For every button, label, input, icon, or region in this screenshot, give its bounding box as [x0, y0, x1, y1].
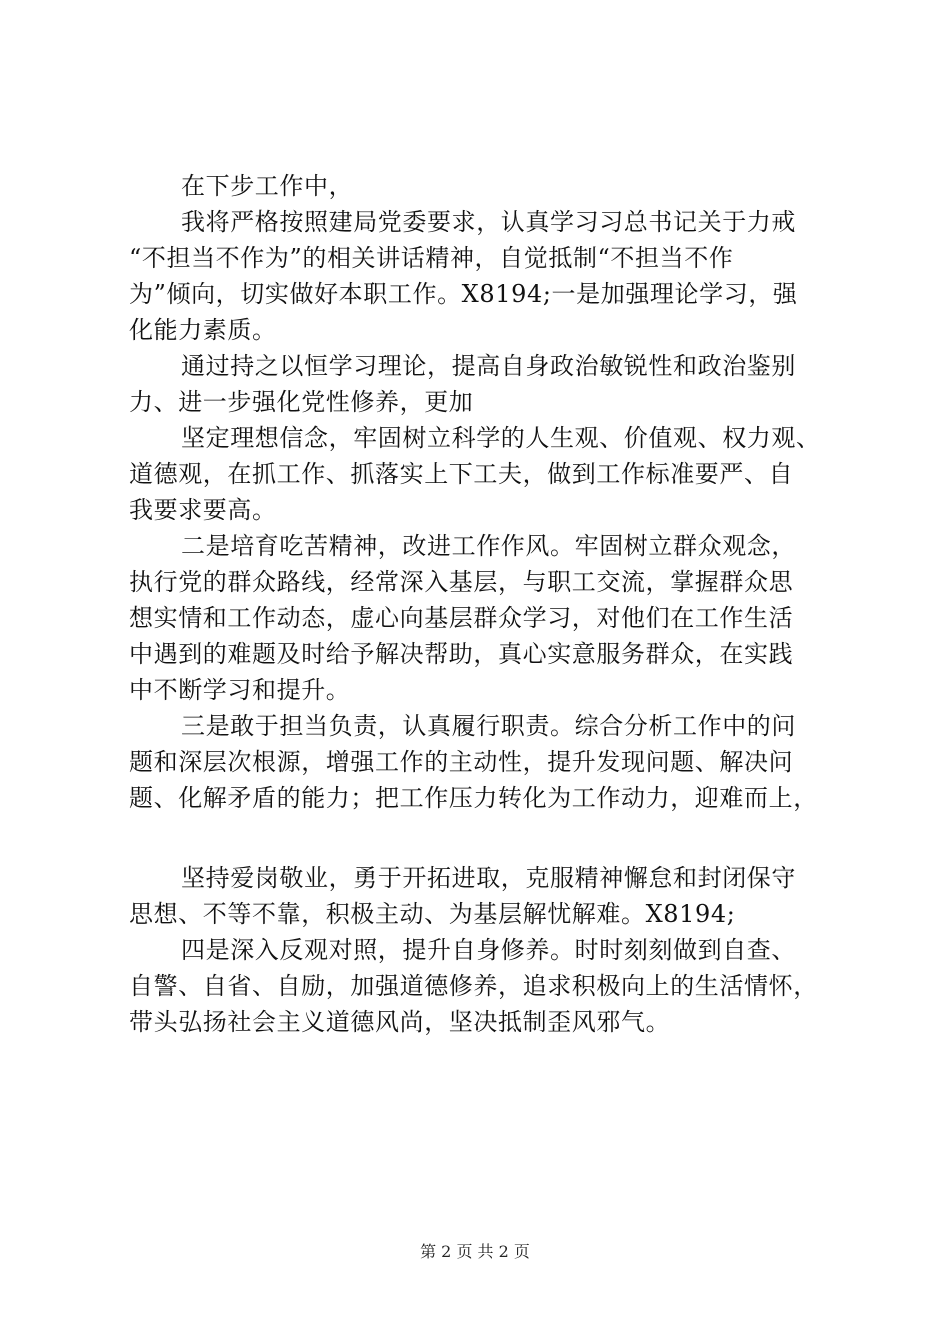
text-line: 想实情和工作动态，虚心向基层群众学习，对他们在工作生活 [129, 604, 794, 632]
text-line: 题、化解矛盾的能力；把工作压力转化为工作动力，迎难而上， [129, 784, 818, 812]
text-line: 化能力素质。 [129, 316, 277, 344]
page-footer [0, 1242, 950, 1262]
text-line: 在下步工作中， [181, 172, 354, 200]
text-line: 自警、自省、自励，加强道德修养，追求积极向上的生活情怀， [129, 972, 818, 1000]
text-line: 坚定理想信念，牢固树立科学的人生观、价值观、权力观、 [181, 424, 821, 452]
text-line: 通过持之以恒学习理论，提高自身政治敏锐性和政治鉴别 [181, 352, 796, 380]
text-line: 执行党的群众路线，经常深入基层，与职工交流，掌握群众思 [129, 568, 794, 596]
page-number-label: 第 2 页 共 2 页 [420, 1242, 530, 1261]
text-line: 道德观，在抓工作、抓落实上下工夫，做到工作标准要严、自 [129, 460, 794, 488]
text-line: 带头弘扬社会主义道德风尚，坚决抵制歪风邪气。 [129, 1008, 671, 1036]
text-line: 四是深入反观对照，提升自身修养。时时刻刻做到自查、 [181, 936, 796, 964]
text-line: 中遇到的难题及时给予解决帮助，真心实意服务群众，在实践 [129, 640, 794, 668]
text-line: 为”倾向，切实做好本职工作。X8194;一是加强理论学习，强 [129, 280, 798, 308]
text-line: 力、进一步强化党性修养，更加 [129, 388, 474, 416]
document-body [129, 168, 833, 1040]
text-line: 坚持爱岗敬业，勇于开拓进取，克服精神懈怠和封闭保守 [181, 864, 796, 892]
text-line: 我要求要高。 [129, 496, 277, 524]
text-line: 中不断学习和提升。 [129, 676, 351, 704]
paragraph-gap [129, 816, 833, 860]
text-line: 二是培育吃苦精神，改进工作作风。牢固树立群众观念， [181, 532, 796, 560]
text-line: 三是敢于担当负责，认真履行职责。综合分析工作中的问 [181, 712, 796, 740]
text-line: 思想、不等不靠，积极主动、为基层解忧解难。X8194; [129, 900, 736, 928]
text-line: “不担当不作为”的相关讲话精神，自觉抵制“不担当不作 [129, 244, 734, 272]
text-line: 我将严格按照建局党委要求，认真学习习总书记关于力戒 [181, 208, 796, 236]
text-line: 题和深层次根源，增强工作的主动性，提升发现问题、解决问 [129, 748, 794, 776]
